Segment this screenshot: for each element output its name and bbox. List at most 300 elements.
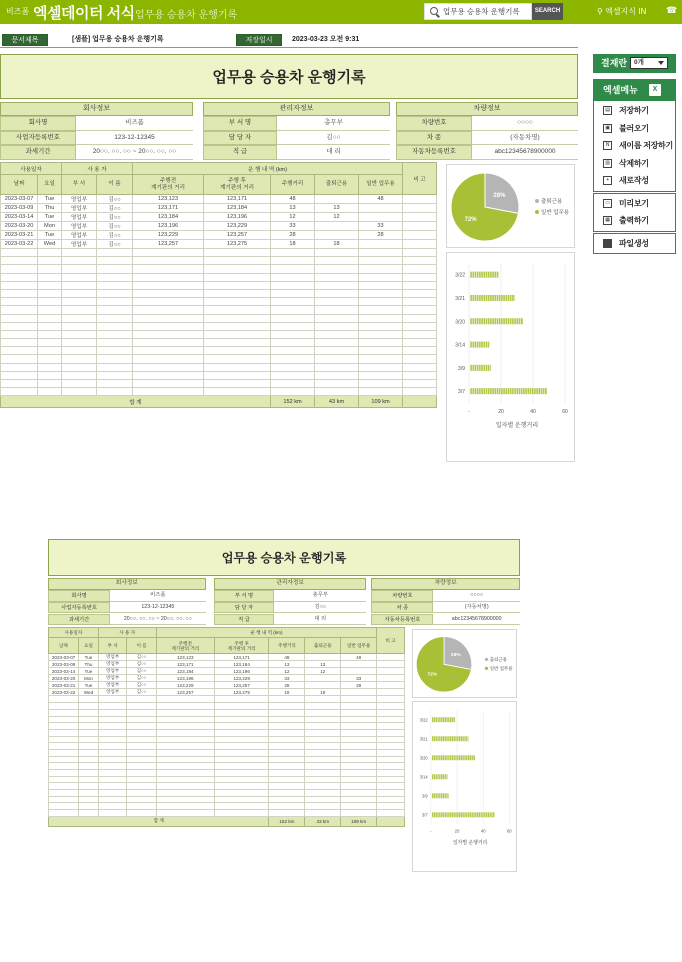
vehicle-value[interactable]: abc12345678900000 <box>433 614 520 626</box>
table-cell[interactable] <box>127 796 156 803</box>
table-cell[interactable] <box>359 240 403 249</box>
table-cell[interactable] <box>98 803 127 810</box>
table-cell[interactable] <box>271 281 315 289</box>
table-cell[interactable] <box>403 240 437 249</box>
table-cell[interactable] <box>305 776 341 783</box>
vehicle-value[interactable]: ○○○○ <box>472 116 578 131</box>
table-cell[interactable] <box>127 729 156 736</box>
table-cell[interactable] <box>97 388 133 396</box>
table-cell[interactable] <box>214 696 269 703</box>
table-cell[interactable] <box>156 703 214 710</box>
table-cell[interactable] <box>271 257 315 265</box>
table-cell[interactable] <box>269 716 305 723</box>
table-cell[interactable] <box>341 716 377 723</box>
table-cell[interactable]: 2023-03-07 <box>1 195 38 204</box>
table-cell[interactable]: Wed <box>79 689 99 696</box>
table-cell[interactable]: 13 <box>269 661 305 668</box>
table-cell[interactable] <box>97 339 133 347</box>
table-cell[interactable] <box>49 783 79 790</box>
table-cell[interactable] <box>156 783 214 790</box>
table-cell[interactable] <box>305 743 341 750</box>
table-cell[interactable] <box>97 257 133 265</box>
table-cell[interactable]: 김○○ <box>97 213 133 222</box>
table-cell[interactable]: 12 <box>305 668 341 675</box>
table-cell[interactable] <box>377 696 405 703</box>
table-cell[interactable] <box>341 803 377 810</box>
table-cell[interactable] <box>156 736 214 743</box>
table-cell[interactable] <box>359 265 403 273</box>
table-cell[interactable] <box>62 363 97 371</box>
table-cell[interactable] <box>38 306 62 314</box>
table-cell[interactable] <box>97 314 133 322</box>
table-cell[interactable] <box>49 756 79 763</box>
table-cell[interactable]: 123,196 <box>133 222 204 231</box>
table-cell[interactable] <box>214 776 269 783</box>
table-cell[interactable] <box>315 380 359 388</box>
table-cell[interactable]: 영업부 <box>98 668 127 675</box>
table-cell[interactable] <box>403 289 437 297</box>
table-cell[interactable] <box>62 249 97 257</box>
table-cell[interactable]: 28 <box>269 682 305 689</box>
table-cell[interactable] <box>214 736 269 743</box>
table-cell[interactable] <box>377 689 405 696</box>
table-cell[interactable]: 123,171 <box>156 661 214 668</box>
table-cell[interactable] <box>377 675 405 682</box>
table-cell[interactable] <box>62 265 97 273</box>
table-cell[interactable] <box>315 222 359 231</box>
table-cell[interactable] <box>271 265 315 273</box>
table-cell[interactable] <box>341 763 377 770</box>
table-cell[interactable] <box>1 314 38 322</box>
table-cell[interactable] <box>127 703 156 710</box>
search-button[interactable]: SEARCH <box>532 3 563 20</box>
table-cell[interactable] <box>49 736 79 743</box>
table-cell[interactable]: Tue <box>38 231 62 240</box>
table-cell[interactable]: Thu <box>79 661 99 668</box>
table-cell[interactable] <box>1 289 38 297</box>
table-cell[interactable] <box>1 281 38 289</box>
table-cell[interactable] <box>269 696 305 703</box>
table-cell[interactable] <box>133 289 204 297</box>
table-cell[interactable]: 123,229 <box>214 675 269 682</box>
table-cell[interactable] <box>62 281 97 289</box>
table-cell[interactable] <box>341 668 377 675</box>
company-value[interactable]: 123-12-12345 <box>76 131 193 146</box>
table-cell[interactable] <box>79 696 99 703</box>
table-cell[interactable]: Tue <box>38 195 62 204</box>
table-cell[interactable] <box>133 298 204 306</box>
table-cell[interactable] <box>377 776 405 783</box>
table-cell[interactable] <box>1 330 38 338</box>
table-cell[interactable] <box>269 783 305 790</box>
table-cell[interactable]: 영업부 <box>62 204 97 213</box>
table-cell[interactable] <box>305 716 341 723</box>
table-cell[interactable]: 123,123 <box>133 195 204 204</box>
table-cell[interactable] <box>341 749 377 756</box>
table-cell[interactable] <box>156 749 214 756</box>
table-cell[interactable] <box>315 363 359 371</box>
table-cell[interactable] <box>341 776 377 783</box>
table-cell[interactable] <box>98 796 127 803</box>
manager-value[interactable]: 대 리 <box>277 145 390 160</box>
table-cell[interactable] <box>271 322 315 330</box>
table-cell[interactable]: 33 <box>359 222 403 231</box>
table-cell[interactable] <box>214 810 269 817</box>
table-cell[interactable] <box>156 743 214 750</box>
phone-icon[interactable]: ☎ <box>666 5 678 15</box>
table-cell[interactable] <box>133 388 204 396</box>
table-cell[interactable] <box>49 696 79 703</box>
table-cell[interactable] <box>98 783 127 790</box>
table-cell[interactable]: 123,257 <box>214 682 269 689</box>
table-cell[interactable]: 영업부 <box>98 654 127 661</box>
table-cell[interactable]: 28 <box>359 231 403 240</box>
table-cell[interactable] <box>133 371 204 379</box>
table-cell[interactable] <box>377 803 405 810</box>
table-cell[interactable]: 48 <box>271 195 315 204</box>
table-cell[interactable] <box>98 743 127 750</box>
table-cell[interactable] <box>403 273 437 281</box>
table-cell[interactable] <box>341 709 377 716</box>
table-cell[interactable]: Tue <box>79 682 99 689</box>
table-cell[interactable] <box>79 790 99 797</box>
table-cell[interactable] <box>269 803 305 810</box>
table-cell[interactable] <box>341 661 377 668</box>
table-cell[interactable] <box>156 756 214 763</box>
table-cell[interactable] <box>377 729 405 736</box>
table-cell[interactable]: 123,196 <box>156 675 214 682</box>
table-cell[interactable]: 영업부 <box>62 231 97 240</box>
table-cell[interactable] <box>341 703 377 710</box>
table-cell[interactable] <box>305 682 341 689</box>
table-cell[interactable] <box>79 749 99 756</box>
table-cell[interactable] <box>98 749 127 756</box>
table-cell[interactable]: 48 <box>341 654 377 661</box>
table-cell[interactable] <box>133 265 204 273</box>
table-cell[interactable]: 김○○ <box>97 231 133 240</box>
table-cell[interactable] <box>62 273 97 281</box>
manager-value[interactable]: 총무부 <box>277 116 390 131</box>
table-cell[interactable]: Wed <box>38 240 62 249</box>
table-cell[interactable] <box>341 729 377 736</box>
table-cell[interactable]: 28 <box>341 682 377 689</box>
table-cell[interactable]: 2023-03-20 <box>1 222 38 231</box>
table-cell[interactable]: 123,257 <box>156 689 214 696</box>
table-cell[interactable]: 33 <box>341 675 377 682</box>
table-cell[interactable] <box>62 388 97 396</box>
table-cell[interactable] <box>62 289 97 297</box>
table-cell[interactable]: 18 <box>315 240 359 249</box>
table-cell[interactable] <box>204 347 271 355</box>
table-cell[interactable]: 영업부 <box>98 675 127 682</box>
table-cell[interactable] <box>38 249 62 257</box>
table-cell[interactable] <box>341 696 377 703</box>
table-cell[interactable] <box>204 314 271 322</box>
table-cell[interactable] <box>97 281 133 289</box>
table-cell[interactable] <box>1 249 38 257</box>
table-cell[interactable] <box>127 763 156 770</box>
table-cell[interactable] <box>214 729 269 736</box>
table-cell[interactable] <box>315 314 359 322</box>
table-cell[interactable] <box>79 810 99 817</box>
table-cell[interactable] <box>377 763 405 770</box>
table-cell[interactable] <box>403 380 437 388</box>
table-cell[interactable] <box>97 380 133 388</box>
table-cell[interactable] <box>305 696 341 703</box>
vehicle-value[interactable]: abc12345678900000 <box>472 145 578 160</box>
table-cell[interactable] <box>204 371 271 379</box>
table-cell[interactable] <box>359 298 403 306</box>
table-cell[interactable] <box>49 703 79 710</box>
table-cell[interactable]: 123,229 <box>133 231 204 240</box>
table-cell[interactable]: 33 <box>269 675 305 682</box>
table-cell[interactable] <box>377 749 405 756</box>
table-cell[interactable]: 123,184 <box>204 204 271 213</box>
table-cell[interactable] <box>1 339 38 347</box>
table-cell[interactable]: 123,196 <box>214 668 269 675</box>
table-cell[interactable] <box>156 696 214 703</box>
table-cell[interactable] <box>204 289 271 297</box>
table-cell[interactable] <box>62 298 97 306</box>
table-cell[interactable] <box>79 703 99 710</box>
table-cell[interactable] <box>305 770 341 777</box>
table-cell[interactable] <box>62 355 97 363</box>
table-cell[interactable] <box>38 298 62 306</box>
table-cell[interactable] <box>97 289 133 297</box>
table-cell[interactable] <box>403 363 437 371</box>
table-cell[interactable] <box>269 703 305 710</box>
table-cell[interactable] <box>305 810 341 817</box>
table-cell[interactable] <box>133 322 204 330</box>
table-cell[interactable] <box>305 675 341 682</box>
table-cell[interactable] <box>1 355 38 363</box>
table-cell[interactable] <box>204 339 271 347</box>
table-cell[interactable] <box>97 249 133 257</box>
table-cell[interactable] <box>127 709 156 716</box>
table-cell[interactable] <box>271 289 315 297</box>
table-cell[interactable] <box>269 749 305 756</box>
table-cell[interactable] <box>403 222 437 231</box>
table-cell[interactable] <box>204 265 271 273</box>
table-cell[interactable] <box>127 749 156 756</box>
company-value[interactable]: 비즈폼 <box>110 590 206 602</box>
table-cell[interactable]: 김○○ <box>127 661 156 668</box>
table-cell[interactable] <box>403 322 437 330</box>
table-cell[interactable] <box>38 347 62 355</box>
table-cell[interactable] <box>127 716 156 723</box>
manager-value[interactable]: 총무부 <box>274 590 366 602</box>
table-cell[interactable] <box>79 763 99 770</box>
table-cell[interactable] <box>127 756 156 763</box>
table-cell[interactable] <box>1 322 38 330</box>
table-cell[interactable] <box>305 803 341 810</box>
table-cell[interactable] <box>214 723 269 730</box>
table-cell[interactable] <box>1 371 38 379</box>
table-cell[interactable] <box>127 696 156 703</box>
table-cell[interactable]: Mon <box>79 675 99 682</box>
table-cell[interactable] <box>271 355 315 363</box>
table-cell[interactable] <box>403 306 437 314</box>
table-cell[interactable] <box>49 803 79 810</box>
company-value[interactable]: 비즈폼 <box>76 116 193 131</box>
table-cell[interactable]: 12 <box>271 213 315 222</box>
table-cell[interactable] <box>271 330 315 338</box>
table-cell[interactable] <box>341 689 377 696</box>
table-cell[interactable] <box>98 696 127 703</box>
table-cell[interactable] <box>38 322 62 330</box>
table-cell[interactable] <box>271 314 315 322</box>
table-cell[interactable] <box>204 257 271 265</box>
table-cell[interactable] <box>133 355 204 363</box>
table-cell[interactable] <box>204 249 271 257</box>
table-cell[interactable] <box>49 723 79 730</box>
table-cell[interactable] <box>341 756 377 763</box>
company-value[interactable]: 20○○. ○○. ○○ ~ 20○○. ○○. ○○ <box>76 145 193 160</box>
table-cell[interactable] <box>214 749 269 756</box>
table-cell[interactable]: 김○○ <box>97 240 133 249</box>
table-cell[interactable] <box>359 371 403 379</box>
table-cell[interactable] <box>156 763 214 770</box>
table-cell[interactable] <box>62 306 97 314</box>
table-cell[interactable] <box>38 281 62 289</box>
table-cell[interactable] <box>359 388 403 396</box>
table-cell[interactable] <box>97 363 133 371</box>
table-cell[interactable] <box>79 796 99 803</box>
table-cell[interactable] <box>214 790 269 797</box>
table-cell[interactable] <box>98 790 127 797</box>
table-cell[interactable] <box>79 776 99 783</box>
table-cell[interactable]: 영업부 <box>62 195 97 204</box>
table-cell[interactable] <box>127 803 156 810</box>
vehicle-value[interactable]: (자동차명) <box>433 602 520 614</box>
table-cell[interactable] <box>133 306 204 314</box>
manager-value[interactable]: 대 리 <box>274 614 366 626</box>
table-cell[interactable] <box>341 810 377 817</box>
table-cell[interactable] <box>359 355 403 363</box>
table-cell[interactable] <box>214 796 269 803</box>
table-cell[interactable] <box>62 330 97 338</box>
table-cell[interactable] <box>214 743 269 750</box>
table-cell[interactable] <box>341 783 377 790</box>
vehicle-value[interactable]: ○○○○ <box>433 590 520 602</box>
table-cell[interactable] <box>341 796 377 803</box>
table-cell[interactable]: 2023-03-07 <box>49 654 79 661</box>
table-cell[interactable] <box>1 363 38 371</box>
table-cell[interactable] <box>133 339 204 347</box>
table-cell[interactable]: 영업부 <box>98 689 127 696</box>
table-cell[interactable] <box>79 743 99 750</box>
table-cell[interactable]: 영업부 <box>62 213 97 222</box>
table-cell[interactable]: 48 <box>269 654 305 661</box>
table-cell[interactable] <box>38 257 62 265</box>
table-cell[interactable] <box>62 322 97 330</box>
table-cell[interactable] <box>359 204 403 213</box>
table-cell[interactable] <box>305 796 341 803</box>
table-cell[interactable] <box>1 380 38 388</box>
table-cell[interactable] <box>377 654 405 661</box>
table-cell[interactable] <box>38 388 62 396</box>
table-cell[interactable] <box>97 322 133 330</box>
table-cell[interactable] <box>315 281 359 289</box>
table-cell[interactable]: 김○○ <box>97 195 133 204</box>
save-as-button[interactable] <box>594 137 675 155</box>
table-cell[interactable] <box>359 339 403 347</box>
table-cell[interactable] <box>156 723 214 730</box>
table-cell[interactable] <box>403 371 437 379</box>
table-cell[interactable] <box>315 265 359 273</box>
table-cell[interactable] <box>377 790 405 797</box>
table-cell[interactable] <box>62 347 97 355</box>
table-cell[interactable] <box>98 763 127 770</box>
table-cell[interactable] <box>79 723 99 730</box>
table-cell[interactable] <box>127 810 156 817</box>
table-cell[interactable]: 2023-03-22 <box>1 240 38 249</box>
table-cell[interactable] <box>79 803 99 810</box>
table-cell[interactable] <box>377 703 405 710</box>
table-cell[interactable] <box>133 314 204 322</box>
table-cell[interactable] <box>377 736 405 743</box>
table-cell[interactable]: 13 <box>315 204 359 213</box>
table-cell[interactable] <box>204 380 271 388</box>
table-cell[interactable] <box>1 273 38 281</box>
table-cell[interactable]: 123,184 <box>133 213 204 222</box>
table-cell[interactable] <box>269 763 305 770</box>
print-button[interactable] <box>594 212 675 230</box>
table-cell[interactable] <box>127 736 156 743</box>
table-cell[interactable] <box>359 281 403 289</box>
table-cell[interactable]: 2023-03-21 <box>1 231 38 240</box>
table-cell[interactable] <box>156 810 214 817</box>
table-cell[interactable] <box>156 796 214 803</box>
table-cell[interactable]: 13 <box>305 661 341 668</box>
table-cell[interactable] <box>359 249 403 257</box>
table-cell[interactable] <box>269 810 305 817</box>
table-cell[interactable]: 12 <box>269 668 305 675</box>
table-cell[interactable] <box>359 322 403 330</box>
table-cell[interactable]: 123,257 <box>204 231 271 240</box>
table-cell[interactable] <box>98 716 127 723</box>
table-cell[interactable]: 2023-03-20 <box>49 675 79 682</box>
table-cell[interactable] <box>271 363 315 371</box>
table-cell[interactable] <box>271 347 315 355</box>
table-cell[interactable] <box>377 756 405 763</box>
table-cell[interactable] <box>214 803 269 810</box>
table-cell[interactable] <box>315 322 359 330</box>
table-cell[interactable] <box>204 298 271 306</box>
table-cell[interactable] <box>214 770 269 777</box>
table-cell[interactable] <box>79 716 99 723</box>
table-cell[interactable] <box>98 776 127 783</box>
table-cell[interactable] <box>62 371 97 379</box>
table-cell[interactable] <box>156 776 214 783</box>
table-cell[interactable] <box>1 306 38 314</box>
manager-value[interactable]: 김○○ <box>277 131 390 146</box>
table-cell[interactable]: 123,184 <box>214 661 269 668</box>
table-cell[interactable] <box>1 298 38 306</box>
preview-button[interactable] <box>594 195 675 213</box>
table-cell[interactable] <box>305 783 341 790</box>
table-cell[interactable] <box>214 783 269 790</box>
table-cell[interactable]: 영업부 <box>98 682 127 689</box>
table-cell[interactable] <box>49 743 79 750</box>
table-cell[interactable] <box>127 770 156 777</box>
table-cell[interactable] <box>315 298 359 306</box>
table-cell[interactable]: 2023-03-09 <box>49 661 79 668</box>
table-cell[interactable] <box>1 347 38 355</box>
table-cell[interactable] <box>377 661 405 668</box>
table-cell[interactable] <box>98 810 127 817</box>
table-cell[interactable] <box>359 289 403 297</box>
